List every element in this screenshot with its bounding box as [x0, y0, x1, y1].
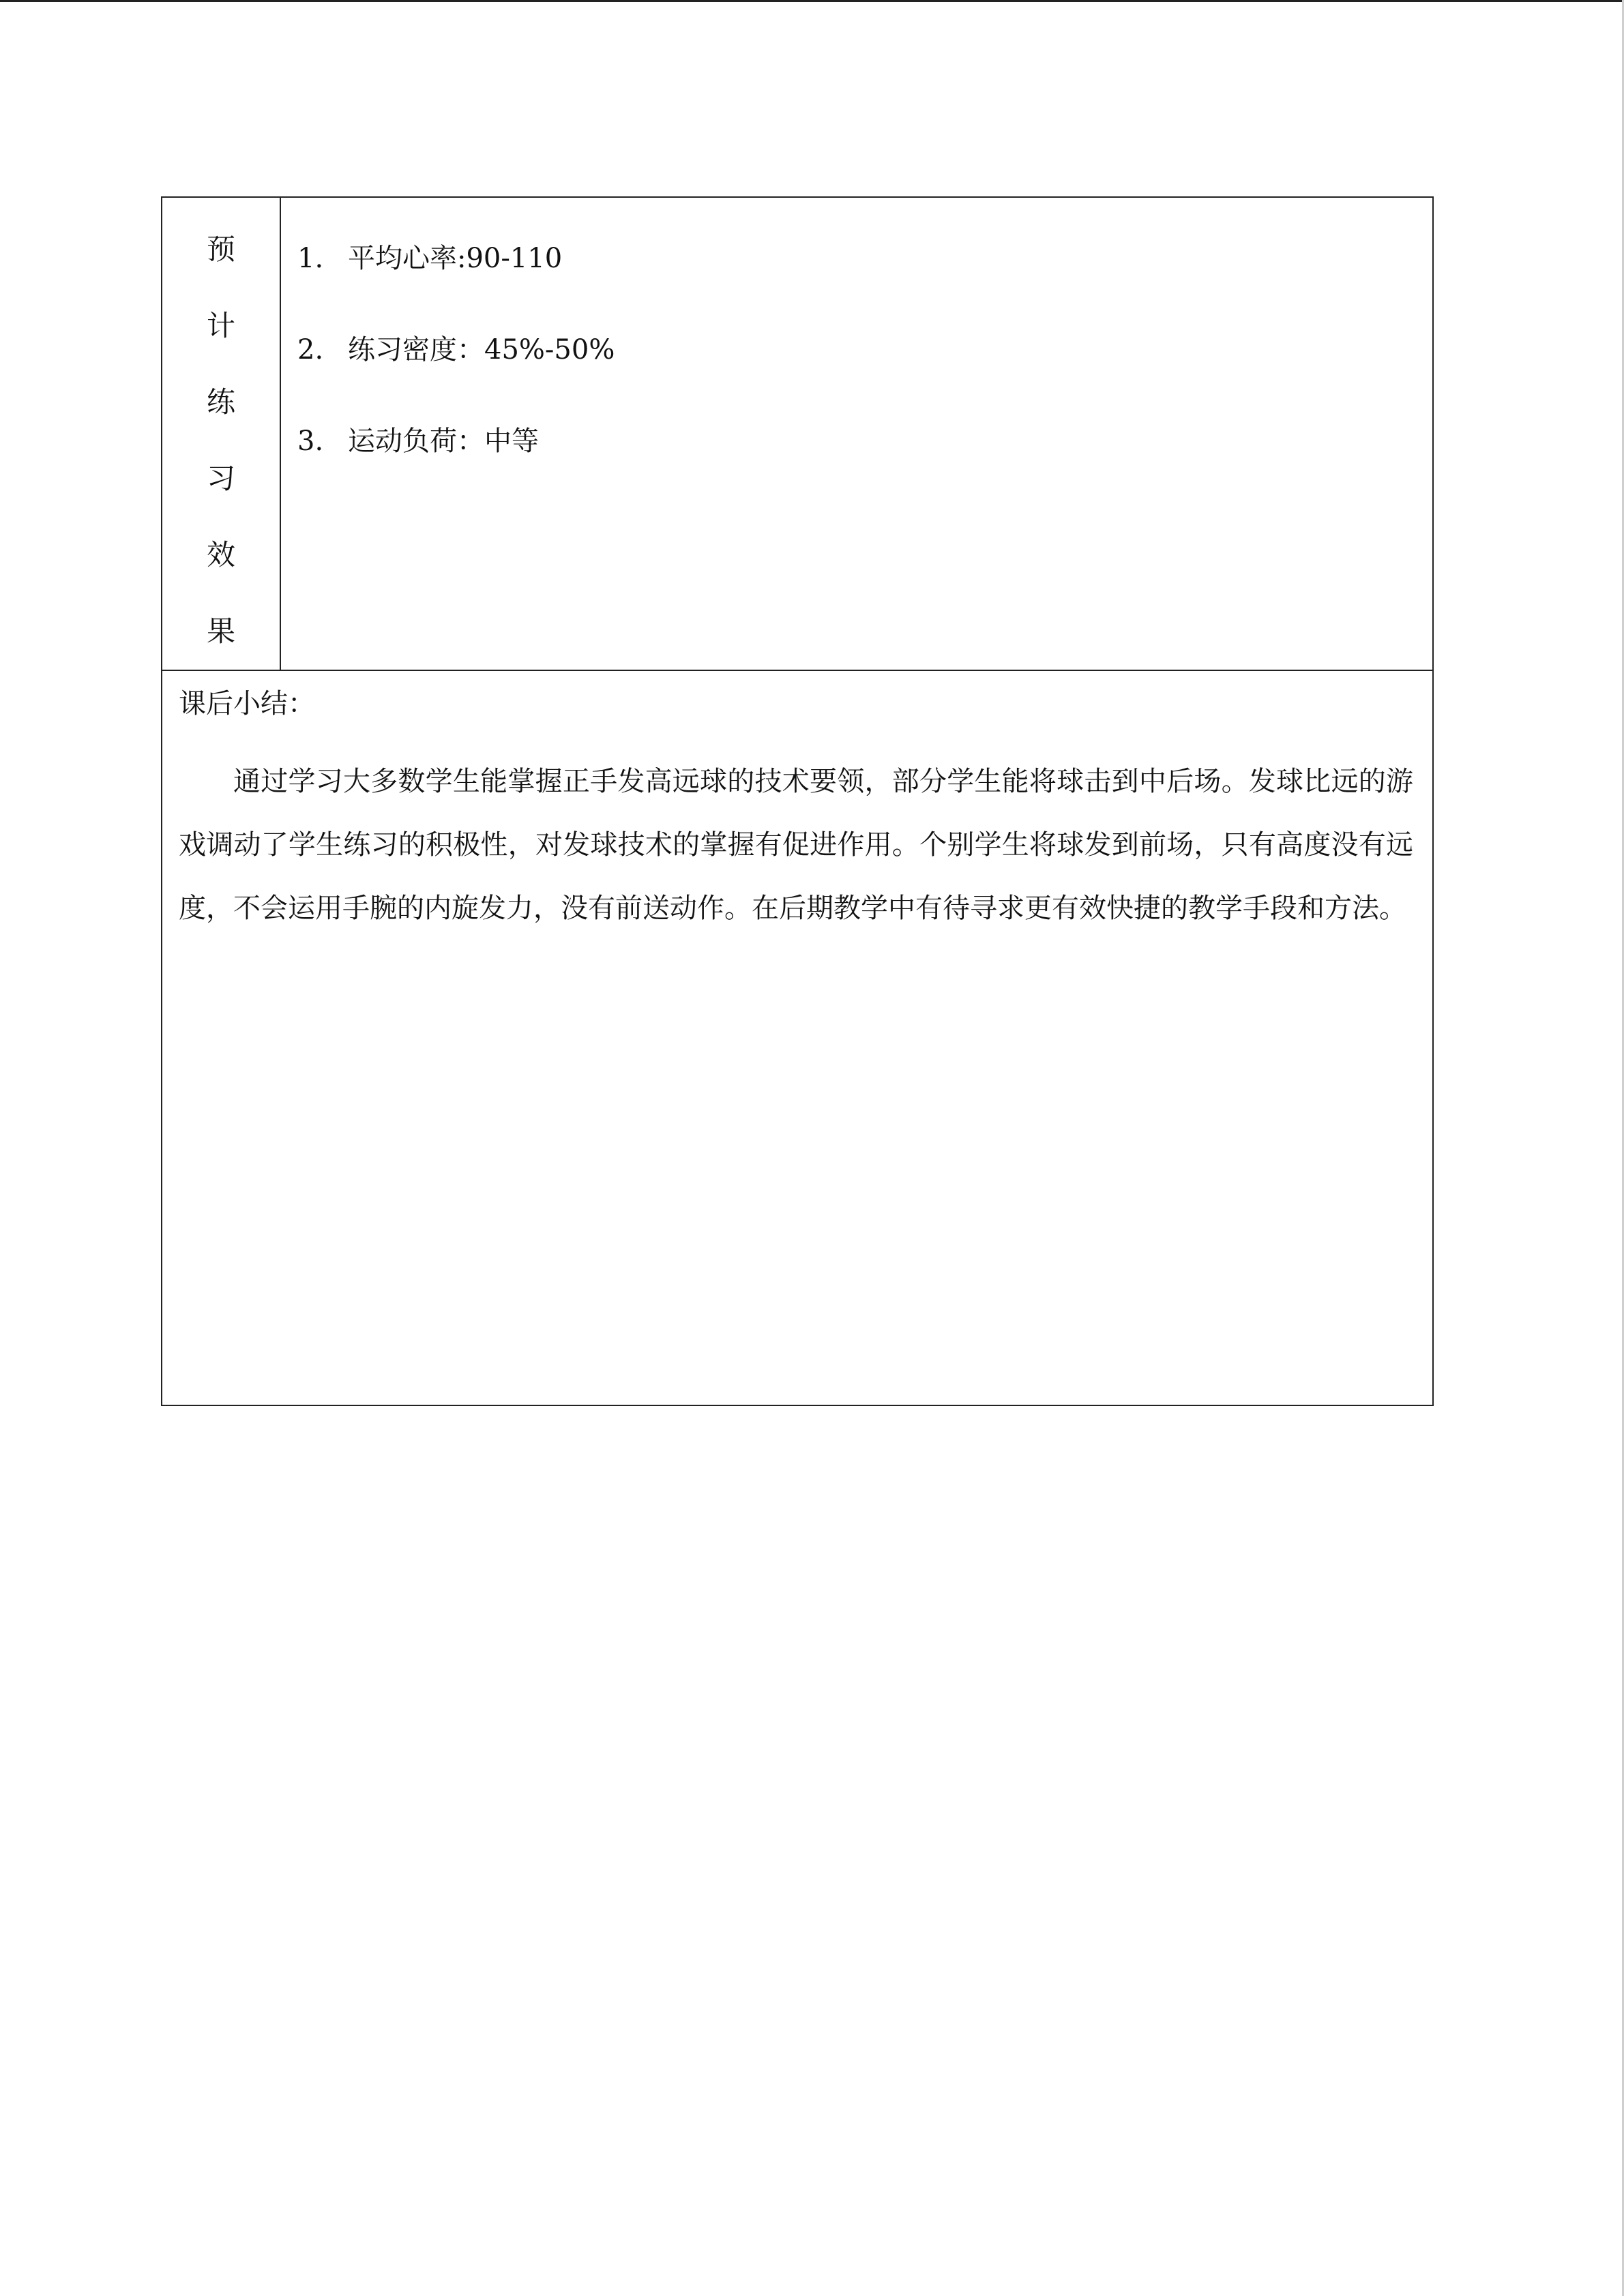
summary-row: [162, 670, 1433, 1405]
summary-cell: [162, 670, 1433, 1405]
effect-item-heart-rate: [297, 213, 1432, 304]
list-text: 运动负荷：中等: [348, 426, 539, 457]
label-char: 习: [206, 462, 235, 495]
page-top-border: [0, 0, 1624, 2]
label-char: 预: [206, 233, 235, 266]
expected-effect-list: [281, 198, 1432, 487]
list-number: 1.: [297, 243, 324, 274]
effect-item-density: [297, 304, 1432, 396]
list-number: 2.: [297, 334, 324, 366]
effect-item-load: [297, 396, 1432, 487]
label-char: 练: [206, 385, 235, 419]
label-char: 计: [206, 309, 235, 342]
expected-effect-row: [162, 197, 1433, 670]
list-text: 练习密度：45%-50%: [348, 334, 615, 366]
lesson-plan-table: [161, 196, 1434, 1406]
list-number: 3.: [297, 426, 324, 457]
list-text: 平均心率:90-110: [348, 243, 563, 274]
expected-effect-content-cell: [280, 197, 1433, 670]
summary-title: 课后小结：: [179, 688, 315, 719]
expected-effect-label: [162, 198, 280, 670]
summary-body: 通过学习大多数学生能掌握正手发高远球的技术要领，部分学生能将球击到中后场。发球比远的游戏调动了学生练习的积极性，对发球技术的掌握有促进作用。个别学生将球发到前场，只有高度没有远度，不会运用手腕的内旋发力，没有前送动作。在后期教学中有待寻求更有效快捷的教学手段和方法。: [179, 766, 1413, 924]
expected-effect-label-cell: [162, 197, 280, 670]
label-char: 果: [206, 614, 235, 648]
label-char: 效: [206, 538, 235, 571]
